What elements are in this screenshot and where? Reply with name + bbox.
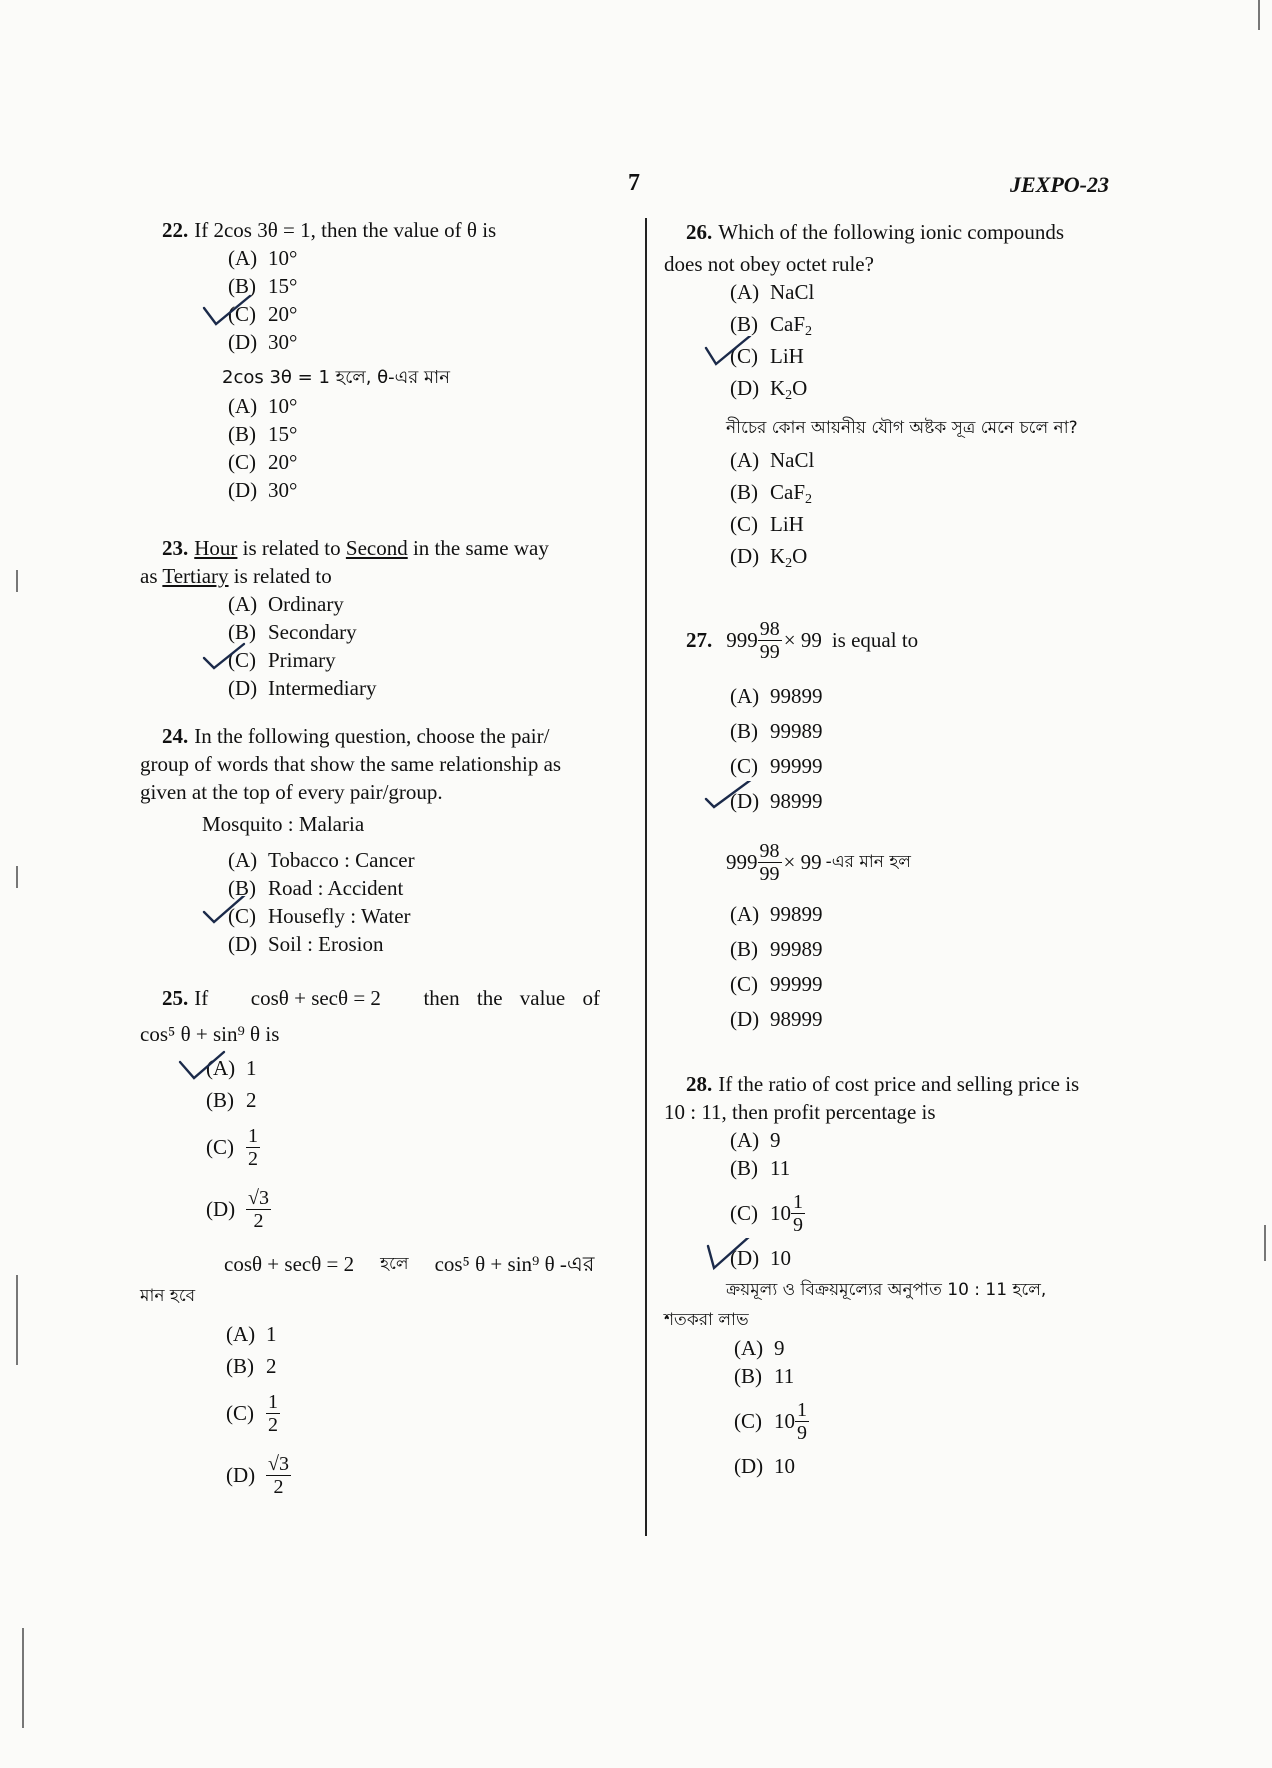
target-expression: cos⁵ θ + sin⁹ θ	[140, 1022, 261, 1046]
question-stem	[664, 612, 1134, 668]
keyword-tertiary: Tertiary	[162, 564, 229, 588]
question-stem-cont: group of words that show the same relationship as	[140, 752, 562, 776]
option-text: 10	[774, 1454, 795, 1478]
option-d[interactable]	[730, 1244, 1134, 1276]
option-text: 9	[774, 1336, 785, 1360]
option-c[interactable]	[730, 970, 1134, 1005]
option-label: (C)	[226, 1401, 254, 1425]
option-label: (A)	[228, 848, 258, 872]
option-text: 15°	[268, 422, 298, 446]
option-label: (C)	[730, 754, 758, 778]
option-b[interactable]	[228, 618, 622, 646]
option-text: 99899	[770, 684, 823, 708]
option-text: Intermediary	[268, 676, 377, 700]
option-d[interactable]	[730, 542, 1134, 574]
stem-text: -এর মান হল	[825, 852, 911, 872]
option-text: 98999	[770, 1007, 823, 1031]
option-b[interactable]	[730, 717, 1134, 752]
option-text	[770, 312, 813, 339]
options-list-bengali	[226, 1320, 622, 1508]
stem-bengali: 2cos 3θ = 1 হলে, θ-এর মান	[222, 367, 450, 388]
option-a[interactable]	[730, 1126, 1134, 1154]
option-c[interactable]	[730, 510, 1134, 542]
option-label: (B)	[228, 876, 256, 900]
stem-bengali	[140, 1250, 604, 1278]
option-label: (D)	[228, 330, 258, 354]
given-pair: Mosquito : Malaria	[202, 812, 365, 836]
option-a[interactable]	[228, 846, 622, 874]
question-stem	[664, 218, 1134, 246]
stem-text: is	[265, 1022, 280, 1046]
option-text: 20°	[268, 302, 298, 326]
option-text	[770, 376, 808, 403]
question-number: 22.	[162, 218, 189, 242]
scan-mark	[16, 570, 18, 592]
option-a[interactable]	[734, 1334, 1134, 1362]
paper-code: JEXPO-23	[1010, 172, 1109, 197]
stem-text: If the ratio of cost price and selling price is	[718, 1072, 1080, 1096]
fraction-numerator: 98	[759, 839, 780, 862]
option-text: 10°	[268, 394, 298, 418]
option-b[interactable]	[730, 310, 1134, 342]
option-text: 99999	[770, 972, 823, 996]
fraction-denominator: 2	[268, 1413, 278, 1436]
option-label: (C)	[228, 904, 256, 928]
option-text: 2	[266, 1354, 277, 1378]
option-text: 1	[266, 1322, 277, 1346]
option-a[interactable]	[730, 682, 1134, 717]
fraction-numerator: 1	[248, 1124, 258, 1147]
formula-base: O	[792, 376, 808, 400]
option-d[interactable]	[226, 1442, 622, 1508]
fraction-denominator: 9	[797, 1421, 807, 1444]
option-d[interactable]	[228, 674, 622, 702]
page-number: 7	[628, 170, 640, 196]
question-stem	[664, 1070, 1134, 1098]
formula-base: CaF	[770, 480, 806, 504]
options-list-bengali	[734, 1334, 1134, 1480]
option-c[interactable]	[734, 1390, 1134, 1452]
fraction-numerator: 1	[793, 1190, 803, 1213]
option-text: 20°	[268, 450, 298, 474]
fraction	[795, 1399, 809, 1444]
option-text: Secondary	[268, 620, 357, 644]
option-text: LiH	[770, 344, 804, 368]
options-list	[228, 244, 622, 356]
scan-mark	[22, 1628, 24, 1728]
formula-subscript: 2	[785, 388, 793, 403]
option-text: 9	[770, 1128, 781, 1152]
option-label: (A)	[730, 684, 760, 708]
option-b[interactable]	[226, 1352, 622, 1384]
question-stem	[140, 534, 622, 562]
stem-text: হলে	[380, 1254, 409, 1274]
formula-base: CaF	[770, 312, 806, 336]
target-expression: cos⁵ θ + sin⁹ θ -এর	[434, 1252, 595, 1276]
stem-text: If	[194, 986, 209, 1010]
stem-text: then the value of	[423, 986, 600, 1010]
option-label: (B)	[228, 422, 256, 446]
fraction	[758, 840, 782, 885]
mixed-number-whole: 10	[774, 1409, 795, 1433]
stem-text: as	[140, 564, 158, 588]
scan-mark	[1258, 0, 1260, 30]
option-d[interactable]	[730, 374, 1134, 406]
option-label: (B)	[226, 1354, 254, 1378]
question-stem	[140, 722, 622, 750]
option-text: 99989	[770, 937, 823, 961]
fraction-numerator: 98	[759, 617, 780, 640]
option-text: 15°	[268, 274, 298, 298]
option-label: (D)	[228, 478, 258, 502]
fraction-denominator: 2	[273, 1475, 284, 1498]
option-d[interactable]	[206, 1176, 622, 1242]
fraction-denominator: 2	[248, 1147, 258, 1170]
option-label: (A)	[730, 1128, 760, 1152]
fraction-numerator: √3	[268, 1452, 289, 1475]
option-label: (D)	[228, 932, 258, 956]
stem-text: In the following question, choose the pair/	[194, 724, 550, 748]
stem-text: is equal to	[831, 628, 919, 652]
scan-mark	[16, 1275, 18, 1365]
option-label: (B)	[730, 480, 758, 504]
fraction-denominator: 9	[793, 1213, 803, 1236]
option-label: (C)	[730, 512, 758, 536]
question-stem-cont	[140, 562, 622, 590]
fraction	[266, 1391, 280, 1436]
option-label: (C)	[228, 450, 256, 474]
option-text: 30°	[268, 478, 298, 502]
option-label: (A)	[228, 394, 258, 418]
option-b[interactable]	[734, 1362, 1134, 1390]
option-a[interactable]	[730, 446, 1134, 478]
option-text: 11	[774, 1364, 795, 1388]
option-text: Soil : Erosion	[268, 932, 384, 956]
formula-base: O	[792, 544, 808, 568]
option-b[interactable]	[228, 272, 622, 300]
scan-mark	[1264, 1225, 1266, 1261]
option-label: (C)	[730, 1201, 758, 1225]
question-22	[162, 216, 622, 504]
fraction-denominator: 99	[759, 862, 780, 885]
mixed-number-whole: 999	[726, 628, 758, 652]
option-d[interactable]	[228, 930, 622, 958]
fraction	[266, 1453, 291, 1498]
stem-text: in the same way	[412, 536, 549, 560]
option-a[interactable]	[226, 1320, 622, 1352]
multiplier: × 99	[783, 628, 822, 652]
option-a[interactable]	[730, 278, 1134, 310]
option-label: (D)	[730, 789, 760, 813]
option-text: Housefly : Water	[268, 904, 411, 928]
option-label: (C)	[228, 648, 256, 672]
option-label: (C)	[228, 302, 256, 326]
option-text: NaCl	[770, 280, 815, 304]
option-label: (B)	[730, 719, 758, 743]
option-label: (D)	[730, 376, 760, 400]
condition-expression: cosθ + secθ = 2	[224, 1252, 355, 1276]
option-b[interactable]	[228, 874, 622, 902]
option-label: (D)	[228, 676, 258, 700]
option-label: (A)	[206, 1056, 236, 1080]
question-number: 24.	[162, 724, 189, 748]
stem-text: is related to	[242, 536, 341, 560]
formula-base: K	[770, 376, 786, 400]
option-text: 98999	[770, 789, 823, 813]
stem-bengali: নীচের কোন আয়নীয় যৌগ অষ্টক সূত্র মেনে চলে না?	[726, 418, 1078, 438]
option-a[interactable]	[228, 244, 622, 272]
option-text: Ordinary	[268, 592, 344, 616]
option-b[interactable]	[730, 478, 1134, 510]
keyword-second: Second	[345, 536, 408, 560]
option-text: 99999	[770, 754, 823, 778]
option-label: (B)	[734, 1364, 762, 1388]
column-divider	[645, 218, 647, 1536]
question-stem-cont: does not obey octet rule?	[664, 252, 874, 276]
question-26	[664, 218, 1134, 574]
mixed-number-whole: 10	[770, 1201, 791, 1225]
option-c[interactable]	[228, 300, 622, 328]
option-text: 10	[770, 1246, 791, 1270]
option-c[interactable]	[730, 752, 1134, 787]
option-c[interactable]	[228, 448, 622, 476]
formula-subscript: 2	[785, 556, 793, 571]
options-list	[730, 278, 1134, 406]
stem-bengali-cont: মান হবে	[140, 1286, 196, 1306]
option-b[interactable]	[206, 1086, 622, 1118]
question-23	[140, 534, 622, 702]
option-label: (A)	[228, 592, 258, 616]
option-text	[770, 480, 813, 507]
option-label: (B)	[206, 1088, 234, 1112]
condition-expression: cosθ + secθ = 2	[250, 986, 381, 1010]
option-text: 99989	[770, 719, 823, 743]
option-label: (B)	[730, 312, 758, 336]
option-label: (B)	[228, 274, 256, 298]
option-text: 30°	[268, 330, 298, 354]
stem-bengali	[726, 834, 1134, 890]
question-28	[664, 1070, 1134, 1480]
option-text: 99899	[770, 902, 823, 926]
option-a[interactable]	[730, 900, 1134, 935]
options-list	[730, 1126, 1134, 1276]
fraction-denominator: 99	[759, 640, 780, 663]
option-b[interactable]	[730, 1154, 1134, 1182]
option-a[interactable]	[228, 392, 622, 420]
option-label: (A)	[734, 1336, 764, 1360]
fraction-numerator: √3	[248, 1186, 269, 1209]
option-label: (D)	[730, 544, 760, 568]
fraction-numerator: 1	[268, 1390, 278, 1413]
question-24	[140, 722, 622, 958]
question-stem	[140, 984, 600, 1012]
options-list-bengali	[730, 900, 1134, 1040]
option-text: LiH	[770, 512, 804, 536]
stem-text: is related to	[233, 564, 332, 588]
option-label: (C)	[730, 344, 758, 368]
option-label: (B)	[228, 620, 256, 644]
question-25	[140, 984, 622, 1508]
option-b[interactable]	[730, 935, 1134, 970]
options-list-bengali	[730, 446, 1134, 574]
formula-subscript: 2	[805, 324, 813, 339]
option-label: (A)	[730, 280, 760, 304]
option-d[interactable]	[734, 1452, 1134, 1480]
option-label: (B)	[730, 937, 758, 961]
fraction	[791, 1191, 805, 1236]
option-d[interactable]	[730, 787, 1134, 822]
question-stem-cont	[140, 1020, 622, 1048]
options-list	[206, 1054, 622, 1242]
option-c[interactable]	[730, 342, 1134, 374]
question-number: 27.	[686, 628, 713, 652]
option-text: 10°	[268, 246, 298, 270]
question-stem	[162, 216, 622, 244]
stem-text: If 2cos 3θ = 1, then the value of θ is	[194, 218, 497, 242]
option-label: (D)	[206, 1197, 236, 1221]
option-label: (C)	[206, 1135, 234, 1159]
option-d[interactable]	[228, 328, 622, 356]
fraction	[758, 618, 782, 663]
options-list	[730, 682, 1134, 822]
option-text	[770, 544, 808, 571]
left-column	[140, 216, 622, 1508]
option-text: Primary	[268, 648, 336, 672]
option-label: (A)	[730, 448, 760, 472]
option-label: (A)	[226, 1322, 256, 1346]
option-c[interactable]	[730, 1182, 1134, 1244]
option-label: (A)	[730, 902, 760, 926]
stem-bengali: ক্রয়মূল্য ও বিক্রয়মূল্যের অনুপাত 10 : 11 হলে,	[726, 1280, 1047, 1300]
options-list-bengali	[228, 392, 622, 504]
option-text: NaCl	[770, 448, 815, 472]
option-b[interactable]	[228, 420, 622, 448]
multiplier: × 99	[783, 850, 822, 874]
option-c[interactable]	[226, 1384, 622, 1442]
option-a[interactable]	[206, 1054, 622, 1086]
option-label: (D)	[226, 1463, 256, 1487]
options-list	[228, 590, 622, 702]
question-number: 26.	[686, 220, 713, 244]
option-text: 1	[246, 1056, 257, 1080]
question-number: 25.	[162, 986, 189, 1010]
option-text: Road : Accident	[268, 876, 404, 900]
question-number: 28.	[686, 1072, 713, 1096]
option-text: Tobacco : Cancer	[268, 848, 415, 872]
option-label: (D)	[730, 1007, 760, 1031]
fraction-denominator: 2	[253, 1209, 264, 1232]
scan-mark	[16, 866, 18, 888]
option-text: 11	[770, 1156, 791, 1180]
right-column	[664, 218, 1134, 1480]
question-number: 23.	[162, 536, 189, 560]
fraction	[246, 1125, 260, 1170]
stem-bengali-cont: শতকরা লাভ	[664, 1310, 749, 1330]
mixed-number-whole: 999	[726, 850, 758, 874]
question-27	[664, 612, 1134, 1040]
option-text: 2	[246, 1088, 257, 1112]
option-d[interactable]	[228, 476, 622, 504]
question-stem-cont: given at the top of every pair/group.	[140, 780, 443, 804]
keyword-hour: Hour	[194, 536, 238, 560]
option-c[interactable]	[228, 902, 622, 930]
options-list	[228, 846, 622, 958]
option-label: (B)	[730, 1156, 758, 1180]
option-d[interactable]	[730, 1005, 1134, 1040]
fraction	[246, 1187, 271, 1232]
formula-base: K	[770, 544, 786, 568]
option-label: (D)	[730, 1246, 760, 1270]
option-c[interactable]	[206, 1118, 622, 1176]
option-label: (C)	[730, 972, 758, 996]
fraction-numerator: 1	[797, 1398, 807, 1421]
question-stem-cont: 10 : 11, then profit percentage is	[664, 1100, 936, 1124]
option-c[interactable]	[228, 646, 622, 674]
option-label: (C)	[734, 1409, 762, 1433]
option-label: (D)	[734, 1454, 764, 1478]
formula-subscript: 2	[805, 492, 813, 507]
option-label: (A)	[228, 246, 258, 270]
option-a[interactable]	[228, 590, 622, 618]
stem-text: Which of the following ionic compounds	[718, 220, 1065, 244]
